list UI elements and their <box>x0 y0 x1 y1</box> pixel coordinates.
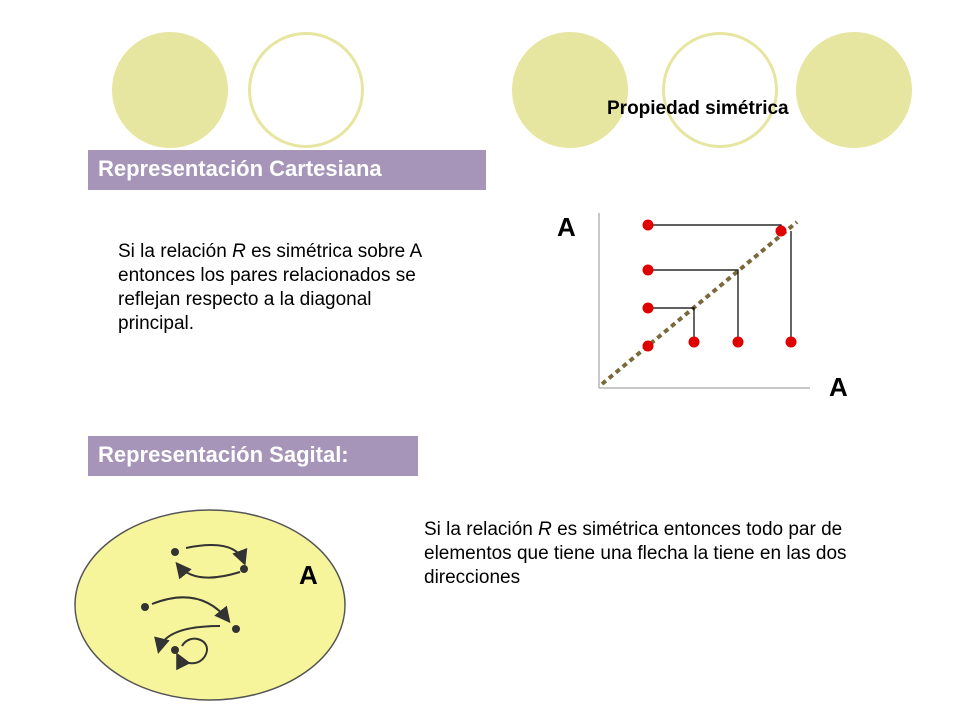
cartesian-heading: Representación Cartesiana <box>88 150 486 190</box>
cartesian-r-symbol: R <box>232 241 246 262</box>
point-left-3 <box>643 303 654 314</box>
cartesian-diagonal <box>602 222 797 384</box>
sagittal-description <box>424 518 894 590</box>
cartesian-y-axis-label: A <box>557 212 576 242</box>
sagittal-heading: Representación Sagital: <box>88 436 418 476</box>
cartesian-text-end: es simétrica sobre A entonces los pares relacionados se reflejan respecto a la diagonal principal. <box>118 241 422 334</box>
slide-title: Propiedad simétrica <box>607 98 789 119</box>
cartesian-x-axis-label: A <box>829 372 848 402</box>
element-dot-4 <box>232 625 240 633</box>
sagittal-r-symbol: R <box>538 519 552 540</box>
pair-connector-1 <box>648 225 781 231</box>
sagittal-set-label: A <box>299 560 318 590</box>
point-bottom-1 <box>689 337 700 348</box>
point-left-1 <box>643 220 654 231</box>
point-bottom-3 <box>786 337 797 348</box>
element-dot-5 <box>171 646 179 654</box>
cartesian-text-start: Si la relación <box>118 241 233 262</box>
point-left-4 <box>643 341 654 352</box>
sagittal-text-start: Si la relación <box>424 519 539 540</box>
element-dot-2 <box>240 565 248 573</box>
sagittal-text-end: es simétrica entonces todo par de elementos que tiene una flecha la tiene en las dos direcciones <box>424 519 847 588</box>
element-dot-1 <box>171 548 179 556</box>
point-bottom-2 <box>733 337 744 348</box>
element-dot-3 <box>141 603 149 611</box>
point-left-2 <box>643 265 654 276</box>
point-diag-top <box>776 226 787 237</box>
